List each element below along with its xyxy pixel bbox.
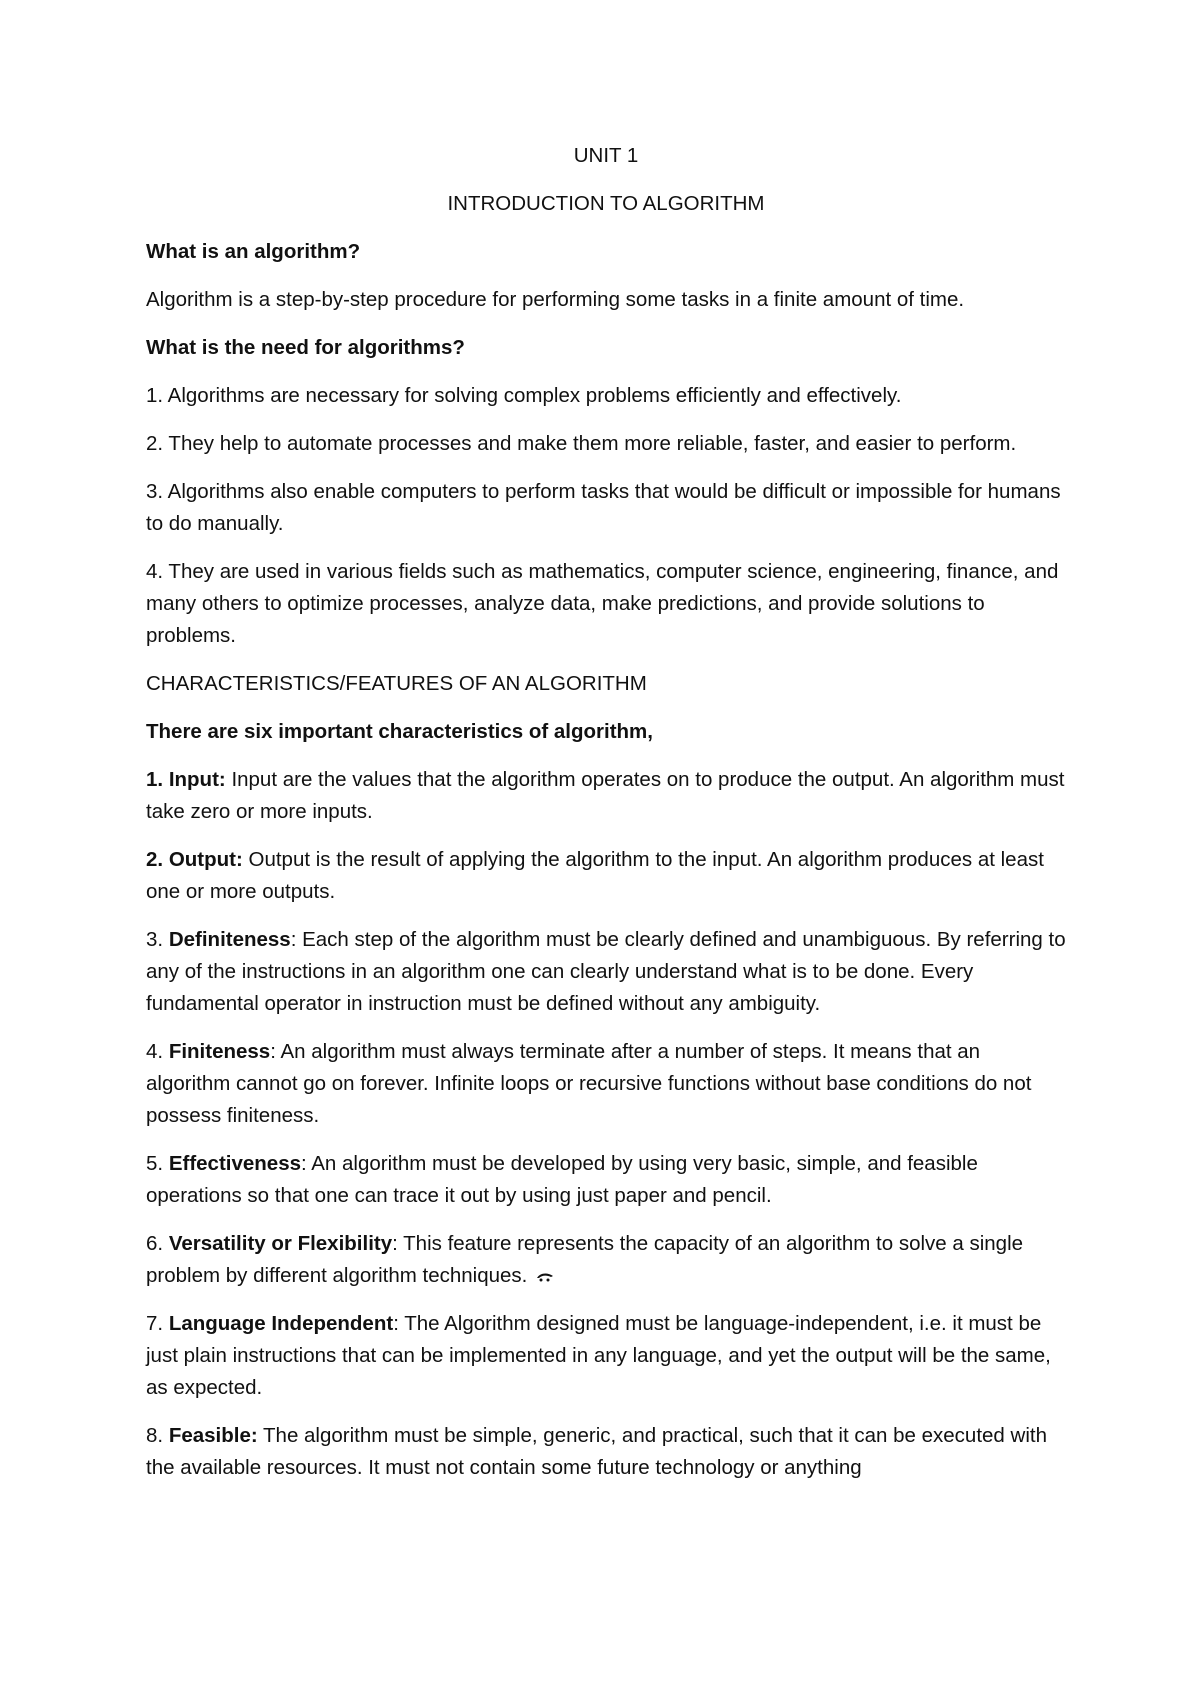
need-item-4: 4. They are used in various fields such as mathematics, computer science, engineering, finance, and many others to optimize processes, analyze data, make predictions, and provide solutions to problems. xyxy=(146,560,1059,647)
characteristic-term: Output: xyxy=(168,848,243,871)
characteristic-text: Output is the result of applying the algorithm to the input. An algorithm produces at least one or more outputs. xyxy=(146,848,1044,903)
characteristic-item-effectiveness xyxy=(146,1148,1066,1212)
characteristic-item-finiteness xyxy=(146,1036,1066,1132)
characteristic-number: 6. xyxy=(146,1232,164,1255)
need-item-1: 1. Algorithms are necessary for solving complex problems efficiently and effectively. xyxy=(146,384,902,407)
need-item-2: 2. They help to automate processes and make them more reliable, faster, and easier to perform. xyxy=(146,432,1017,455)
characteristics-intro: There are six important characteristics of algorithm, xyxy=(146,720,653,743)
characteristic-number: 4. xyxy=(146,1040,164,1063)
document-title: INTRODUCTION TO ALGORITHM xyxy=(447,192,765,215)
characteristic-term: Versatility or Flexibility xyxy=(168,1232,393,1255)
characteristic-item-feasible xyxy=(146,1420,1066,1484)
characteristic-item-input xyxy=(146,764,1066,828)
characteristic-text: : This feature represents the capacity of an algorithm to solve a single problem by different algorithm techniques. xyxy=(146,1232,1024,1287)
characteristic-number: 5. xyxy=(146,1152,164,1175)
characteristic-term: Definiteness xyxy=(168,928,291,951)
characteristic-item-definiteness xyxy=(146,924,1066,1020)
characteristic-number: 8. xyxy=(146,1424,164,1447)
characteristic-number: 3. xyxy=(146,928,164,951)
characteristic-number: 7. xyxy=(146,1312,164,1335)
characteristic-term: Effectiveness xyxy=(168,1152,301,1175)
characteristics-heading: CHARACTERISTICS/FEATURES OF AN ALGORITHM xyxy=(146,672,647,695)
section-heading-what-is: What is an algorithm? xyxy=(146,240,361,263)
document-content xyxy=(146,140,1066,1500)
definition-paragraph: Algorithm is a step-by-step procedure for performing some tasks in a finite amount of time. xyxy=(146,288,965,311)
characteristic-item-output xyxy=(146,844,1066,908)
characteristic-item-versatility xyxy=(146,1228,1066,1292)
characteristic-text: : An algorithm must always terminate after a number of steps. It means that an algorithm cannot go on forever. Infinite loops or recursive functions without base conditions do not possess finiteness. xyxy=(146,1040,1032,1127)
characteristic-text: : Each step of the algorithm must be clearly defined and unambiguous. By referring to any of the instructions in an algorithm one can clearly understand what is to be done. Every fundamental operator in instruction must be defined without any ambiguity. xyxy=(146,928,1066,1015)
characteristic-term: Feasible: xyxy=(168,1424,258,1447)
characteristic-term: Language Independent xyxy=(168,1312,394,1335)
characteristic-text: The algorithm must be simple, generic, and practical, such that it can be executed with the available resources. It must not contain some future technology or anything xyxy=(146,1424,1047,1479)
characteristic-item-language-independent xyxy=(146,1308,1066,1404)
need-item-3: 3. Algorithms also enable computers to perform tasks that would be difficult or impossible for humans to do manually. xyxy=(146,480,1061,535)
characteristic-term: Input: xyxy=(168,768,226,791)
section-heading-need: What is the need for algorithms? xyxy=(146,336,465,359)
small-mark-icon xyxy=(535,1270,555,1284)
characteristic-number: 2. xyxy=(146,848,164,871)
characteristic-term: Finiteness xyxy=(168,1040,271,1063)
characteristic-text: : The Algorithm designed must be language-independent, i.e. it must be just plain instructions that can be implemented in any language, and yet the output will be the same, as expected. xyxy=(146,1312,1051,1399)
unit-heading: UNIT 1 xyxy=(573,144,639,167)
characteristic-number: 1. xyxy=(146,768,164,791)
characteristic-text: Input are the values that the algorithm operates on to produce the output. An algorithm must take zero or more inputs. xyxy=(146,768,1065,823)
characteristic-text: : An algorithm must be developed by using very basic, simple, and feasible operations so that one can trace it out by using just paper and pencil. xyxy=(146,1152,978,1207)
